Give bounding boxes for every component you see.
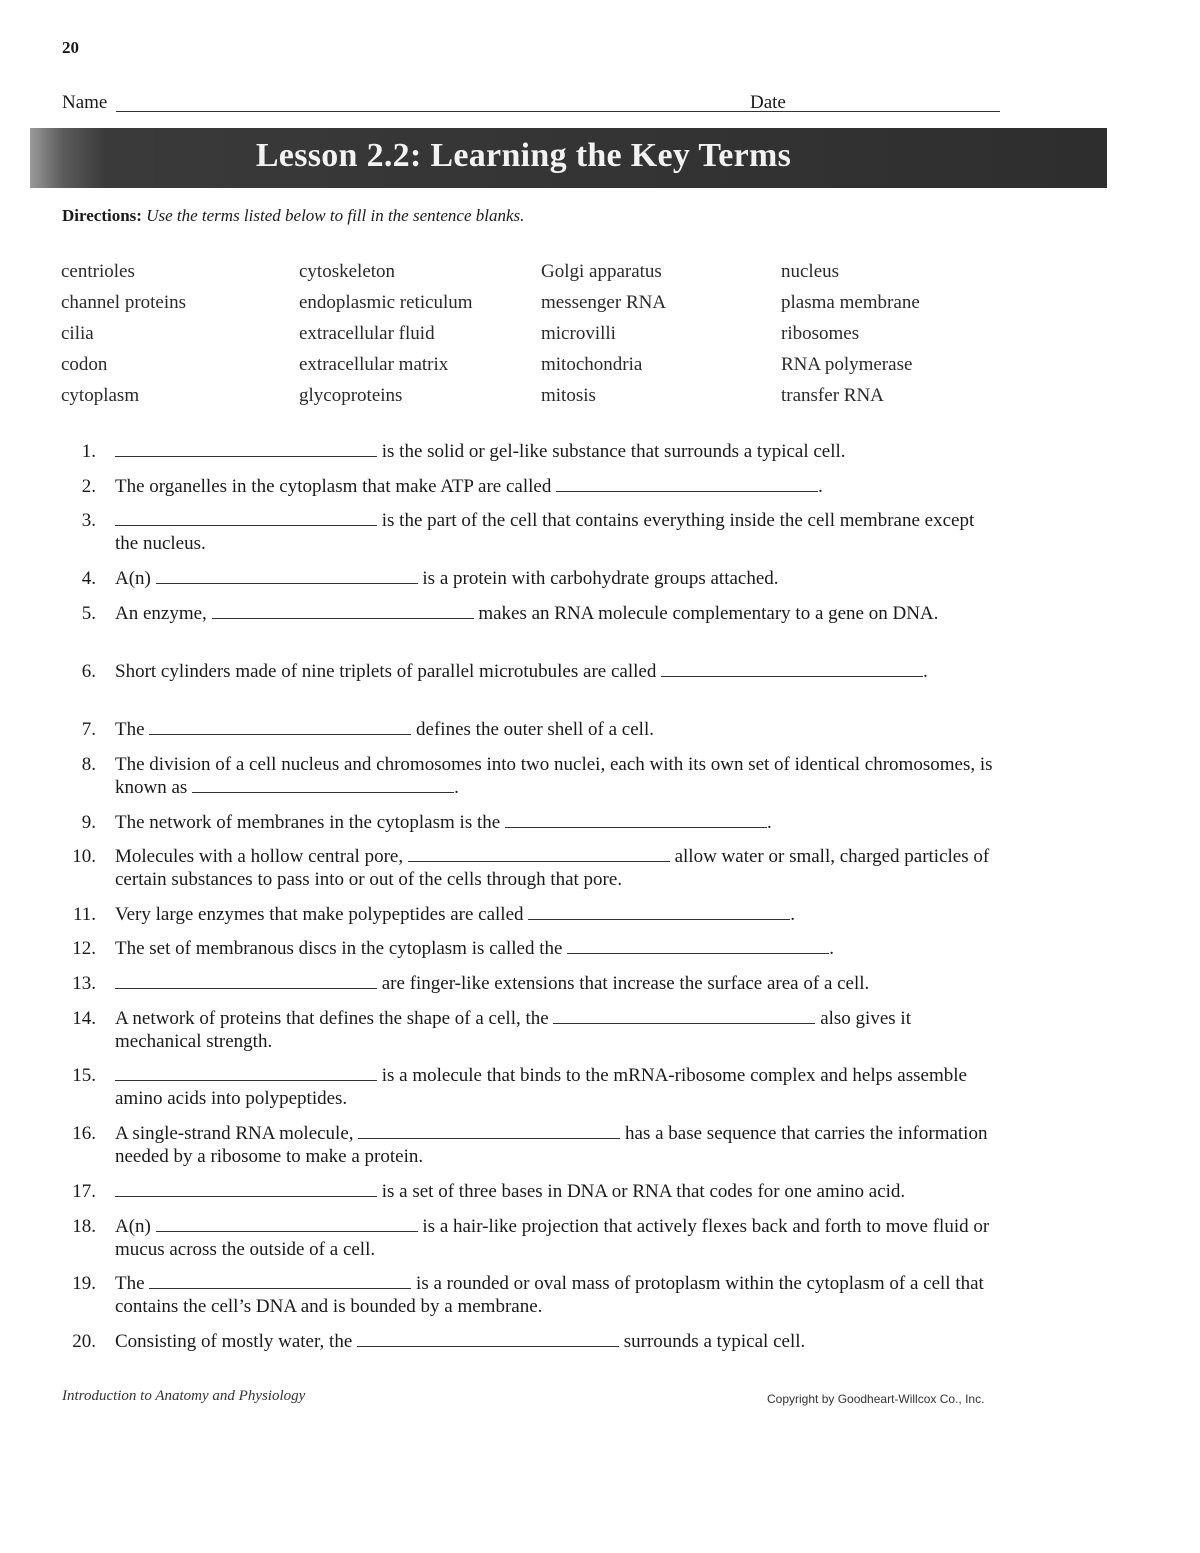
question-text <box>115 1064 1002 1110</box>
question-text <box>115 903 1002 926</box>
question-text-after: allow water or small, charged particles of certain substances to pass into or out of the cells through that pore. <box>115 846 990 890</box>
question-text <box>115 1007 1002 1053</box>
question-text-after: is a set of three bases in DNA or RNA that codes for one amino acid. <box>377 1181 906 1202</box>
answer-blank[interactable] <box>553 1009 815 1024</box>
title-banner <box>30 128 1107 188</box>
question-text <box>115 1180 1002 1203</box>
term-item: centrioles <box>61 261 135 282</box>
question-text-after: is a molecule that binds to the mRNA-ribosome complex and helps assemble amino acids into polypeptides. <box>115 1065 967 1109</box>
question-text <box>115 567 1002 590</box>
term-item: extracellular matrix <box>299 354 449 375</box>
question-text-after: is a rounded or oval mass of protoplasm within the cytoplasm of a cell that contains the cell’s DNA and is bounded by a membrane. <box>115 1273 984 1317</box>
name-label: Name <box>62 92 108 113</box>
question-text-after: are finger-like extensions that increase the surface area of a cell. <box>377 973 870 994</box>
answer-blank[interactable] <box>192 778 454 793</box>
question-text-before: Consisting of mostly water, the <box>115 1331 357 1352</box>
question-text-after: . <box>923 661 928 682</box>
question-text-before: Short cylinders made of nine triplets of parallel microtubules are called <box>115 661 662 682</box>
name-field[interactable] <box>116 111 806 112</box>
question-text-after: . <box>766 812 772 833</box>
question-text-before: The <box>115 1273 150 1294</box>
term-item: cilia <box>61 323 94 344</box>
answer-blank[interactable] <box>115 1066 377 1081</box>
question-text-before: Very large enzymes that make polypeptides are called <box>115 904 529 925</box>
term-item: RNA polymerase <box>781 354 913 375</box>
term-item: mitochondria <box>541 354 643 375</box>
term-item: ribosomes <box>781 323 860 344</box>
question-text <box>115 1272 1002 1318</box>
question-text <box>115 509 1002 555</box>
directions-text: Use the terms listed below to fill in the sentence blanks. <box>146 206 525 225</box>
date-field[interactable] <box>790 111 1000 112</box>
term-item: Golgi apparatus <box>541 261 662 282</box>
question-text-after: surrounds a typical cell. <box>619 1331 806 1352</box>
answer-blank[interactable] <box>212 604 474 619</box>
term-item: nucleus <box>781 261 840 282</box>
question-text-after: . <box>790 904 796 925</box>
question-text-before: A single-strand RNA molecule, <box>115 1123 359 1144</box>
question-number: 1. <box>81 441 96 462</box>
term-bank <box>61 260 1011 416</box>
term-item: plasma membrane <box>781 292 920 313</box>
question-text-before: A(n) <box>115 568 156 589</box>
answer-blank[interactable] <box>408 847 670 862</box>
question-number: 12. <box>72 938 96 959</box>
question-number: 6. <box>81 661 96 682</box>
answer-blank[interactable] <box>115 974 377 989</box>
question-text <box>115 440 1002 463</box>
answer-blank[interactable] <box>149 1274 411 1289</box>
question-text <box>115 753 1002 799</box>
question-number: 19. <box>72 1273 96 1294</box>
question-text-after: has a base sequence that carries the information needed by a ribosome to make a protein. <box>115 1123 988 1167</box>
question-text <box>115 1122 1002 1168</box>
page-number: 20 <box>62 38 79 57</box>
answer-blank[interactable] <box>505 813 767 828</box>
question-text-before: The organelles in the cytoplasm that make ATP are called <box>115 476 557 497</box>
question-number: 5. <box>81 603 96 624</box>
answer-blank[interactable] <box>115 1182 377 1197</box>
question-text-before: The network of membranes in the cytoplasm is the <box>115 812 505 833</box>
question-text-after: . <box>829 938 834 959</box>
question-number: 20. <box>72 1331 96 1352</box>
term-item: cytoplasm <box>61 385 140 406</box>
term-item: endoplasmic reticulum <box>299 292 473 313</box>
question-number: 3. <box>81 510 96 531</box>
term-column <box>541 260 666 415</box>
term-item: extracellular fluid <box>299 323 435 344</box>
question-text <box>115 660 1002 683</box>
term-item: microvilli <box>541 323 616 344</box>
term-item: messenger RNA <box>541 292 667 313</box>
answer-blank[interactable] <box>528 905 790 920</box>
question-text <box>115 1215 1002 1261</box>
answer-blank[interactable] <box>115 442 377 457</box>
question-text-after: also gives it mechanical strength. <box>115 1008 911 1052</box>
question-number: 10. <box>72 846 96 867</box>
question-text-after: is a hair-like projection that actively flexes back and forth to move fluid or mucus across the outside of a cell. <box>115 1216 990 1260</box>
footer-copyright: Copyright by Goodheart-Willcox Co., Inc. <box>767 1392 985 1406</box>
term-item: channel proteins <box>61 292 187 313</box>
answer-blank[interactable] <box>156 1217 418 1232</box>
question-number: 17. <box>72 1181 96 1202</box>
question-text <box>115 845 1002 891</box>
answer-blank[interactable] <box>156 569 418 584</box>
term-column <box>781 260 920 415</box>
footer-book-title: Introduction to Anatomy and Physiology <box>62 1388 306 1404</box>
question-text-after: is the part of the cell that contains everything inside the cell membrane except the nucleus. <box>115 510 975 554</box>
term-item: cytoskeleton <box>299 261 396 282</box>
answer-blank[interactable] <box>661 662 923 677</box>
question-number: 7. <box>81 719 96 740</box>
question-text-after: . <box>454 777 459 798</box>
question-text <box>115 718 1002 741</box>
term-item: glycoproteins <box>299 385 403 406</box>
question-text <box>115 475 1002 498</box>
question-text-after: makes an RNA molecule complementary to a gene on DNA. <box>473 603 939 624</box>
question-number: 4. <box>81 568 96 589</box>
question-text <box>115 1330 1002 1353</box>
answer-blank[interactable] <box>115 511 377 526</box>
question-text <box>115 811 1002 834</box>
question-number: 14. <box>72 1008 96 1029</box>
question-text-after: defines the outer shell of a cell. <box>411 719 654 740</box>
term-item: mitosis <box>541 385 596 406</box>
question-number: 16. <box>72 1123 96 1144</box>
question-text-after: is a protein with carbohydrate groups attached. <box>417 568 779 589</box>
question-text-before: A(n) <box>115 1216 156 1237</box>
question-number: 11. <box>72 904 96 925</box>
term-column <box>299 260 473 415</box>
answer-blank[interactable] <box>556 477 818 492</box>
question-text-before: A network of proteins that defines the shape of a cell, the <box>115 1008 554 1029</box>
directions <box>62 206 524 226</box>
directions-label: Directions: <box>62 206 142 225</box>
question-number: 15. <box>72 1065 96 1086</box>
question-number: 8. <box>81 754 96 775</box>
question-text-before: Molecules with a hollow central pore, <box>115 846 408 867</box>
question-number: 13. <box>72 973 96 994</box>
term-item: codon <box>61 354 108 375</box>
name-date-row <box>62 92 1002 116</box>
question-number: 18. <box>72 1216 96 1237</box>
question-text-before: The division of a cell nucleus and chromosomes into two nuclei, each with its own set of identical chromosomes, is known as <box>115 754 993 798</box>
answer-blank[interactable] <box>358 1124 620 1139</box>
term-item: transfer RNA <box>781 385 884 406</box>
question-text-before: An enzyme, <box>115 603 212 624</box>
answer-blank[interactable] <box>567 939 829 954</box>
page-title: Lesson 2.2: Learning the Key Terms <box>255 137 792 174</box>
term-column <box>61 260 186 415</box>
question-text <box>115 972 1002 995</box>
question-text-before: The set of membranous discs in the cytoplasm is called the <box>115 938 568 959</box>
question-text <box>115 602 1002 625</box>
question-text-before: The <box>115 719 150 740</box>
question-text-after: . <box>818 476 823 497</box>
question-number: 2. <box>81 476 96 497</box>
answer-blank[interactable] <box>149 720 411 735</box>
question-number: 9. <box>81 812 96 833</box>
question-text-after: is the solid or gel-like substance that surrounds a typical cell. <box>377 441 846 462</box>
date-label: Date <box>750 92 786 113</box>
question-text <box>115 937 1002 960</box>
answer-blank[interactable] <box>357 1332 619 1347</box>
